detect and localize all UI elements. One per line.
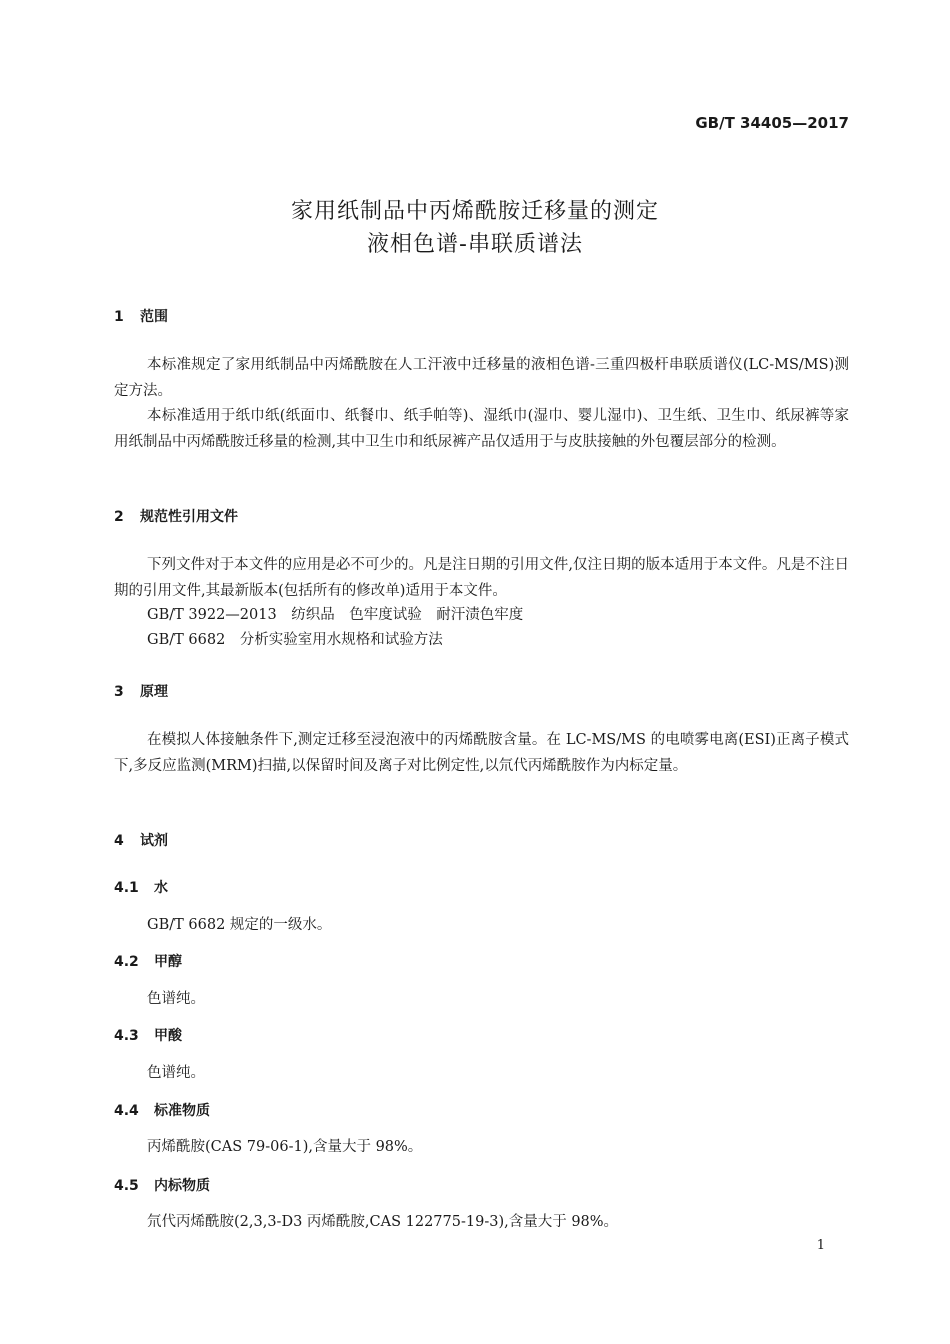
section-title: 原理 <box>140 684 168 700</box>
section-1-heading <box>114 306 168 326</box>
section-number: 4 <box>114 833 124 849</box>
title-line-2: 液相色谱-串联质谱法 <box>367 232 583 257</box>
subsection-title: 甲醇 <box>154 954 182 970</box>
subsection-4-2-heading <box>114 951 182 971</box>
subsection-4-3-text: 色谱纯。 <box>147 1065 205 1081</box>
section-title: 试剂 <box>140 833 168 849</box>
subsection-title: 内标物质 <box>154 1178 210 1194</box>
subsection-number: 4.1 <box>114 880 139 896</box>
page-number: 1 <box>816 1238 825 1253</box>
subsection-title: 甲酸 <box>154 1028 182 1044</box>
reference-gbt-6682: GB/T 6682 分析实验室用水规格和试验方法 <box>147 632 443 648</box>
subsection-4-4-text: 丙烯酰胺(CAS 79-06-1),含量大于 98%。 <box>147 1139 423 1155</box>
section-number: 3 <box>114 684 124 700</box>
document-title <box>0 195 950 261</box>
subsection-4-1-heading <box>114 877 168 897</box>
section-3-heading <box>114 681 168 701</box>
section-1-paragraph-2: 本标准适用于纸巾纸(纸面巾、纸餐巾、纸手帕等)、湿纸巾(湿巾、婴儿湿巾)、卫生纸、卫生巾、纸尿裤等家用纸制品中丙烯酰胺迁移量的检测,其中卫生巾和纸尿裤产品仅适用于与皮肤接触的外包覆层部分的检测。 <box>114 408 849 450</box>
section-4-heading <box>114 830 168 850</box>
subsection-4-3-heading <box>114 1025 182 1045</box>
section-number: 1 <box>114 309 124 325</box>
subsection-4-5-text: 氘代丙烯酰胺(2,3,3-D3 丙烯酰胺,CAS 122775-19-3),含量大于 98%。 <box>147 1214 619 1230</box>
subsection-number: 4.2 <box>114 954 139 970</box>
standard-code: GB/T 34405—2017 <box>695 114 849 132</box>
section-2-heading <box>114 506 238 526</box>
subsection-number: 4.4 <box>114 1103 139 1119</box>
title-line-1: 家用纸制品中丙烯酰胺迁移量的测定 <box>290 199 659 224</box>
section-title: 规范性引用文件 <box>140 509 238 525</box>
subsection-4-2-text: 色谱纯。 <box>147 991 205 1007</box>
subsection-number: 4.5 <box>114 1178 139 1194</box>
section-number: 2 <box>114 509 124 525</box>
subsection-4-5-heading <box>114 1175 210 1195</box>
section-3-paragraph-1: 在模拟人体接触条件下,测定迁移至浸泡液中的丙烯酰胺含量。在 LC-MS/MS 的电喷雾电离(ESI)正离子模式下,多反应监测(MRM)扫描,以保留时间及离子对比例定性,以氘代丙烯酰胺作为内标定量。 <box>114 732 849 774</box>
subsection-4-4-heading <box>114 1100 210 1120</box>
subsection-number: 4.3 <box>114 1028 139 1044</box>
subsection-title: 水 <box>154 880 168 896</box>
section-title: 范围 <box>140 309 168 325</box>
reference-gbt-3922: GB/T 3922—2013 纺织品 色牢度试验 耐汗渍色牢度 <box>147 607 524 623</box>
subsection-4-1-text: GB/T 6682 规定的一级水。 <box>147 917 332 933</box>
section-2-paragraph-1: 下列文件对于本文件的应用是必不可少的。凡是注日期的引用文件,仅注日期的版本适用于本文件。凡是不注日期的引用文件,其最新版本(包括所有的修改单)适用于本文件。 <box>114 557 849 599</box>
subsection-title: 标准物质 <box>154 1103 210 1119</box>
section-1-paragraph-1: 本标准规定了家用纸制品中丙烯酰胺在人工汗液中迁移量的液相色谱-三重四极杆串联质谱仪(LC-MS/MS)测定方法。 <box>114 357 849 399</box>
